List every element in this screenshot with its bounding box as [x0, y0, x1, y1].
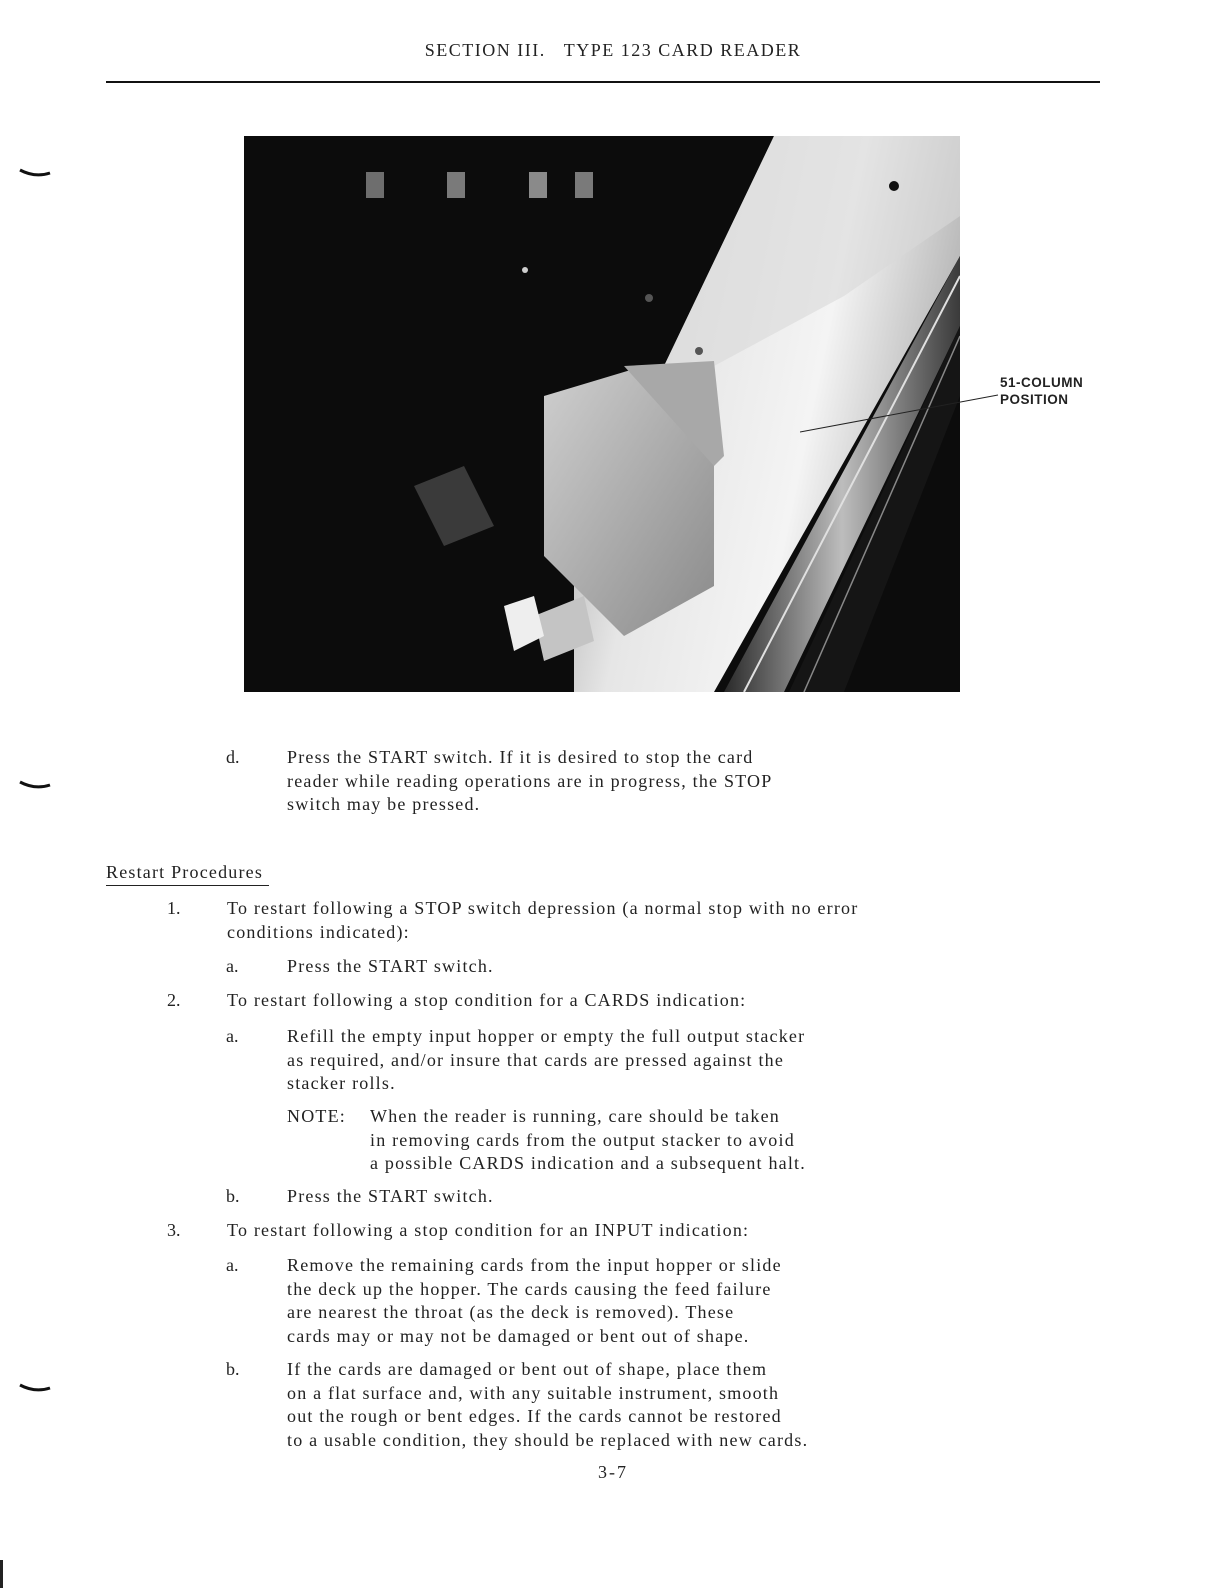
item-1a-text: Press the START switch.	[287, 956, 494, 976]
note-text	[370, 1105, 806, 1176]
item-2-text: To restart following a stop condition for a CARDS indication:	[227, 990, 747, 1010]
item-3a-line-3: are nearest the throat (as the deck is removed). These	[287, 1302, 735, 1322]
header-section: SECTION III.	[424, 40, 546, 60]
step-d-line-1: Press the START switch. If it is desired to stop the card	[287, 747, 754, 767]
item-2-marker: 2.	[167, 990, 181, 1010]
scan-edge-mark	[0, 1560, 3, 1588]
item-3a-line-2: the deck up the hopper. The cards causing the feed failure	[287, 1278, 772, 1299]
item-3-text: To restart following a stop condition for an INPUT indication:	[227, 1220, 750, 1240]
item-2a-line-1: Refill the empty input hopper or empty the full output stacker	[287, 1026, 806, 1046]
page-number: 3-7	[598, 1462, 628, 1482]
step-d-marker: d.	[226, 747, 240, 767]
header-rule	[106, 81, 1100, 83]
note-line-2: in removing cards from the output stacker to avoid	[370, 1129, 795, 1150]
item-3a-marker: a.	[226, 1255, 239, 1275]
item-3b-line-4: to a usable condition, they should be replaced with new cards.	[287, 1429, 809, 1450]
item-2a-line-2: as required, and/or insure that cards are pressed against the	[287, 1049, 785, 1070]
header-title: TYPE 123 CARD READER	[563, 40, 802, 60]
callout-line-1: 51-COLUMN	[1000, 375, 1084, 390]
page-header	[0, 40, 1226, 61]
item-3a-line-1: Remove the remaining cards from the input hopper or slide	[287, 1255, 782, 1275]
callout-leader-line	[800, 380, 1000, 440]
item-3b-line-3: out the rough or bent edges. If the cards cannot be restored	[287, 1406, 782, 1426]
step-d-line-2: reader while reading operations are in progress, the STOP	[287, 770, 773, 791]
item-3b-line-1: If the cards are damaged or bent out of shape, place them	[287, 1359, 768, 1379]
item-2b-marker: b.	[226, 1186, 240, 1206]
item-3-marker: 3.	[167, 1220, 181, 1240]
binder-mark-middle	[18, 780, 52, 790]
item-3b-marker: b.	[226, 1359, 240, 1379]
figure-callout	[1000, 374, 1083, 408]
item-3b-text	[287, 1358, 808, 1452]
note-line-1: When the reader is running, care should be taken	[370, 1106, 780, 1126]
item-3a-line-4: cards may or may not be damaged or bent out of shape.	[287, 1325, 750, 1346]
item-2a-line-3: stacker rolls.	[287, 1073, 396, 1093]
binder-mark-top	[18, 168, 52, 178]
restart-procedures-heading: Restart Procedures	[106, 862, 269, 886]
step-d-line-3: switch may be pressed.	[287, 794, 481, 814]
item-2b-text: Press the START switch.	[287, 1186, 494, 1206]
item-3b-line-2: on a flat surface and, with any suitable instrument, smooth	[287, 1382, 780, 1403]
note-label: NOTE:	[287, 1106, 346, 1126]
item-2a-text	[287, 1025, 805, 1096]
item-1-text	[227, 897, 858, 944]
item-1-line-2: conditions indicated):	[227, 921, 410, 942]
binder-mark-bottom	[18, 1383, 52, 1393]
callout-line-2: POSITION	[1000, 392, 1069, 407]
item-1a-marker: a.	[226, 956, 239, 976]
note-line-3: a possible CARDS indication and a subsequent halt.	[370, 1153, 806, 1173]
item-2a-marker: a.	[226, 1026, 239, 1046]
step-d-text	[287, 746, 772, 817]
item-1-marker: 1.	[167, 898, 181, 918]
item-1-line-1: To restart following a STOP switch depression (a normal stop with no error	[227, 898, 859, 918]
item-3a-text	[287, 1254, 782, 1348]
